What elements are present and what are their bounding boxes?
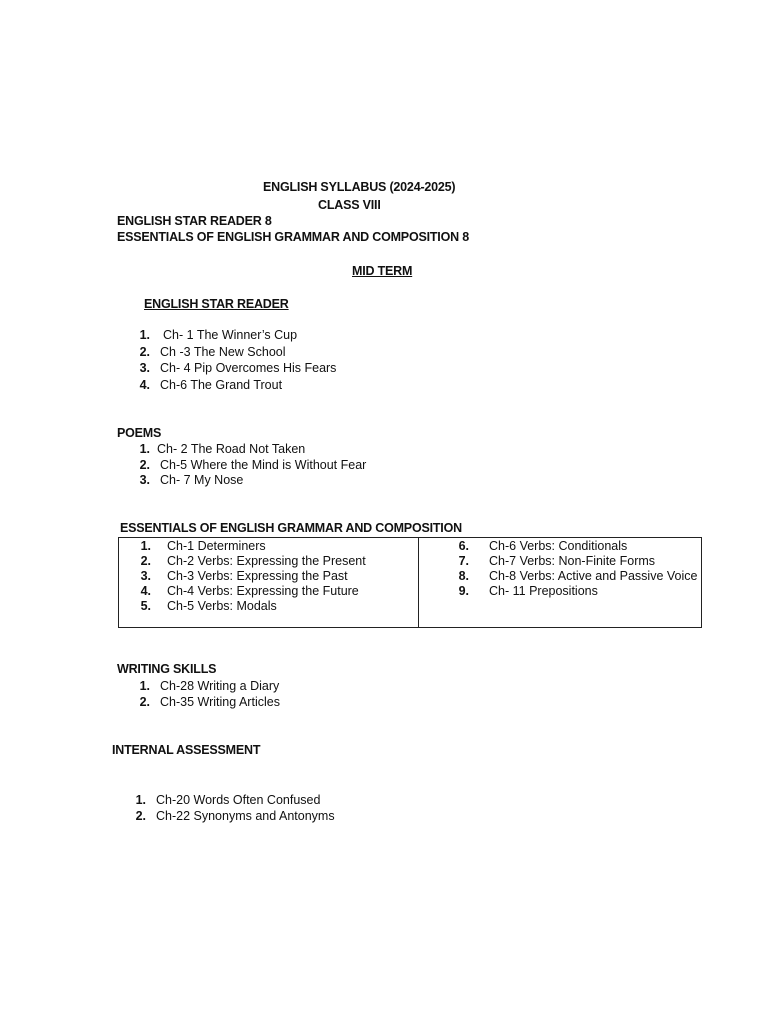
item-number: 2. (139, 695, 150, 709)
item-text: Ch- 4 Pip Overcomes His Fears (160, 361, 337, 375)
item-text: Ch-8 Verbs: Active and Passive Voice (489, 569, 698, 583)
syllabus-title: ENGLISH SYLLABUS (2024-2025) (263, 180, 456, 194)
item-text: Ch- 2 The Road Not Taken (157, 442, 306, 456)
item-number: 4. (139, 377, 150, 392)
item-text: Ch-5 Verbs: Modals (167, 599, 277, 613)
item-number: 3. (139, 473, 150, 487)
item-text: Ch-4 Verbs: Expressing the Future (167, 584, 359, 598)
item-text: Ch-28 Writing a Diary (160, 679, 280, 693)
star-reader-heading: ENGLISH STAR READER (144, 297, 289, 311)
internal-heading: INTERNAL ASSESSMENT (112, 743, 261, 757)
item-number: 2. (139, 344, 150, 359)
writing-heading: WRITING SKILLS (117, 662, 217, 676)
item-number: 7. (458, 554, 469, 568)
item-text: Ch-5 Where the Mind is Without Fear (160, 457, 367, 472)
item-number: 5. (140, 599, 151, 613)
book-grammar: ESSENTIALS OF ENGLISH GRAMMAR AND COMPOSITION 8 (117, 230, 469, 244)
item-text: Ch- 11 Prepositions (489, 584, 598, 598)
grammar-heading: ESSENTIALS OF ENGLISH GRAMMAR AND COMPOSITION (120, 521, 462, 535)
poems-heading: POEMS (117, 426, 162, 440)
item-text: Ch-6 Verbs: Conditionals (489, 539, 628, 553)
item-number: 1. (140, 539, 151, 553)
item-text: Ch-6 The Grand Trout (160, 377, 283, 392)
item-number: 2. (135, 809, 146, 823)
item-text: Ch -3 The New School (160, 344, 286, 359)
item-number: 3. (139, 361, 150, 375)
item-text: Ch- 1 The Winner’s Cup (163, 328, 298, 342)
grammar-table (118, 537, 702, 628)
book-star-reader: ENGLISH STAR READER 8 (117, 214, 272, 228)
item-number: 1. (139, 328, 150, 342)
item-number: 9. (458, 584, 469, 598)
item-number: 2. (140, 554, 151, 568)
mid-term-heading: MID TERM (352, 264, 413, 278)
item-text: Ch-7 Verbs: Non-Finite Forms (489, 554, 656, 568)
item-number: 4. (140, 584, 151, 598)
item-text: Ch-22 Synonyms and Antonyms (156, 809, 335, 823)
item-number: 1. (139, 442, 150, 456)
class-label: CLASS VIII (318, 198, 381, 212)
item-number: 8. (458, 569, 469, 583)
item-number: 6. (458, 539, 469, 553)
table-divider (418, 538, 419, 627)
item-text: Ch-3 Verbs: Expressing the Past (167, 569, 348, 583)
item-text: Ch-2 Verbs: Expressing the Present (167, 554, 366, 568)
item-text: Ch- 7 My Nose (160, 473, 244, 487)
item-number: 2. (139, 457, 150, 472)
item-number: 1. (135, 793, 146, 807)
item-number: 1. (139, 679, 150, 693)
item-number: 3. (140, 569, 151, 583)
item-text: Ch-1 Determiners (167, 539, 266, 553)
item-text: Ch-35 Writing Articles (160, 695, 280, 709)
item-text: Ch-20 Words Often Confused (156, 793, 321, 807)
